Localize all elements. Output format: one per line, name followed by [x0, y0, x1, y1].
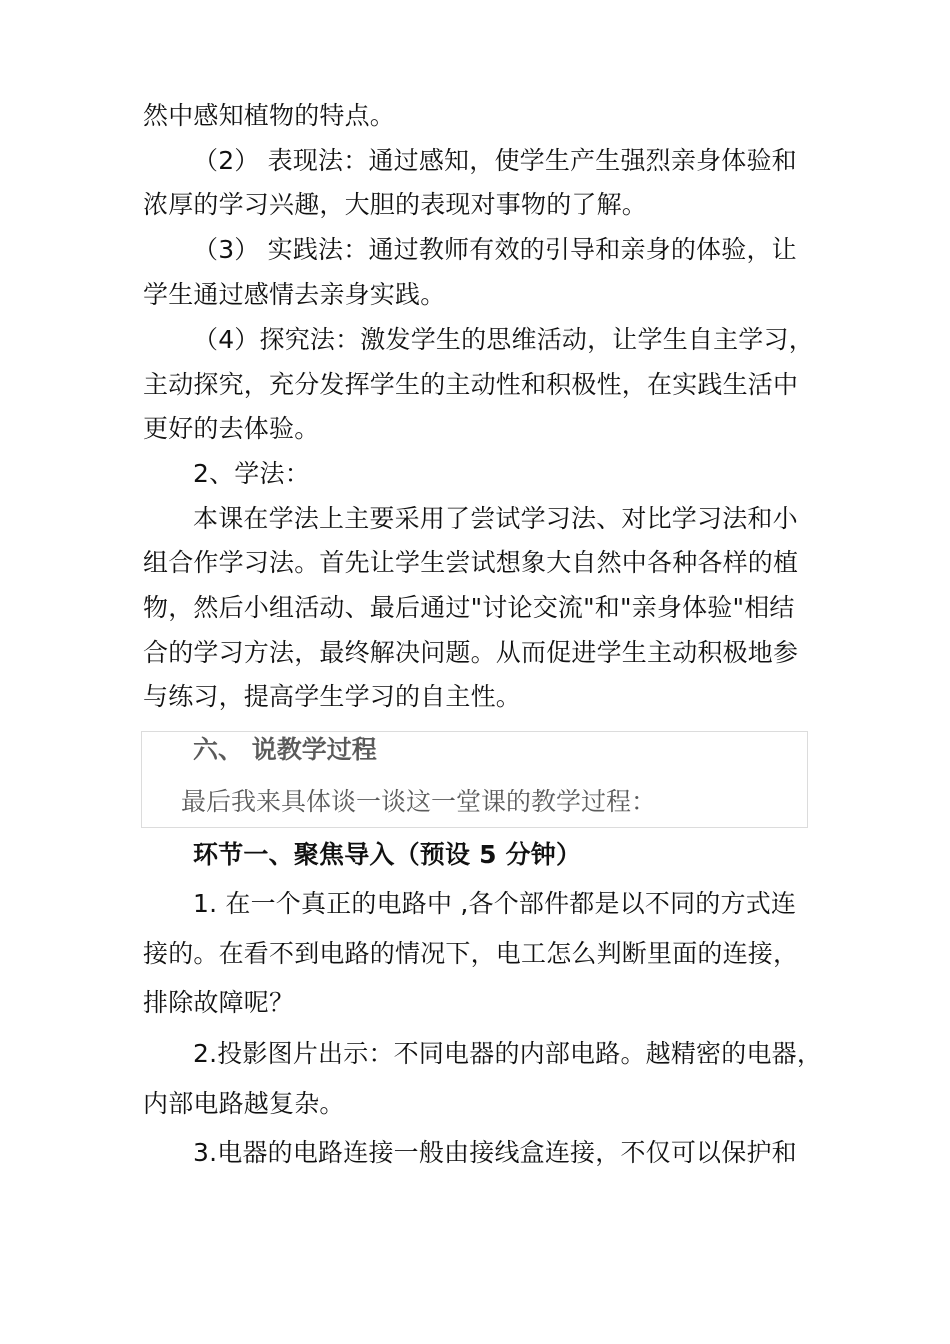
- text-line: 然中感知植物的特点。: [143, 101, 396, 130]
- text-line: （2） 表现法：通过感知，使学生产生强烈亲身体验和: [193, 146, 797, 175]
- text-line: 物，然后小组活动、最后通过"讨论交流"和"亲身体验"相结: [143, 593, 795, 622]
- text-line: 主动探究，充分发挥学生的主动性和积极性，在实践生活中: [143, 370, 799, 399]
- text-line: 内部电路越复杂。: [143, 1089, 345, 1118]
- text-line: 学生通过感情去亲身实践。: [143, 280, 446, 309]
- section-subtitle: 最后我来具体谈一谈这一堂课的教学过程：: [181, 787, 657, 816]
- text-line: （3） 实践法：通过教师有效的引导和亲身的体验，让: [193, 235, 797, 264]
- text-line: （4）探究法：激发学生的思维活动，让学生自主学习，: [193, 325, 814, 354]
- text-line: 2.投影图片出示：不同电器的内部电路。越精密的电器，: [193, 1039, 823, 1068]
- text-line: 更好的去体验。: [143, 414, 320, 443]
- text-line: 浓厚的学习兴趣，大胆的表现对事物的了解。: [143, 190, 648, 219]
- text-line: 组合作学习法。首先让学生尝试想象大自然中各种各样的植: [143, 548, 799, 577]
- step-heading: 环节一、聚焦导入（预设 5 分钟）: [193, 840, 582, 869]
- text-line: 2、学法：: [193, 459, 310, 488]
- text-line: 1. 在一个真正的电路中 ,各个部件都是以不同的方式连: [193, 889, 797, 918]
- text-line: 3.电器的电路连接一般由接线盒连接，不仅可以保护和: [193, 1138, 797, 1167]
- section-title: 六、 说教学过程: [193, 735, 377, 764]
- text-line: 本课在学法上主要采用了尝试学习法、对比学习法和小: [193, 504, 798, 533]
- text-line: 接的。在看不到电路的情况下，电工怎么判断里面的连接，: [143, 939, 799, 968]
- text-line: 排除故障呢？: [143, 988, 295, 1017]
- text-line: 与练习，提高学生学习的自主性。: [143, 682, 522, 711]
- text-line: 合的学习方法，最终解决问题。从而促进学生主动积极地参: [143, 638, 799, 667]
